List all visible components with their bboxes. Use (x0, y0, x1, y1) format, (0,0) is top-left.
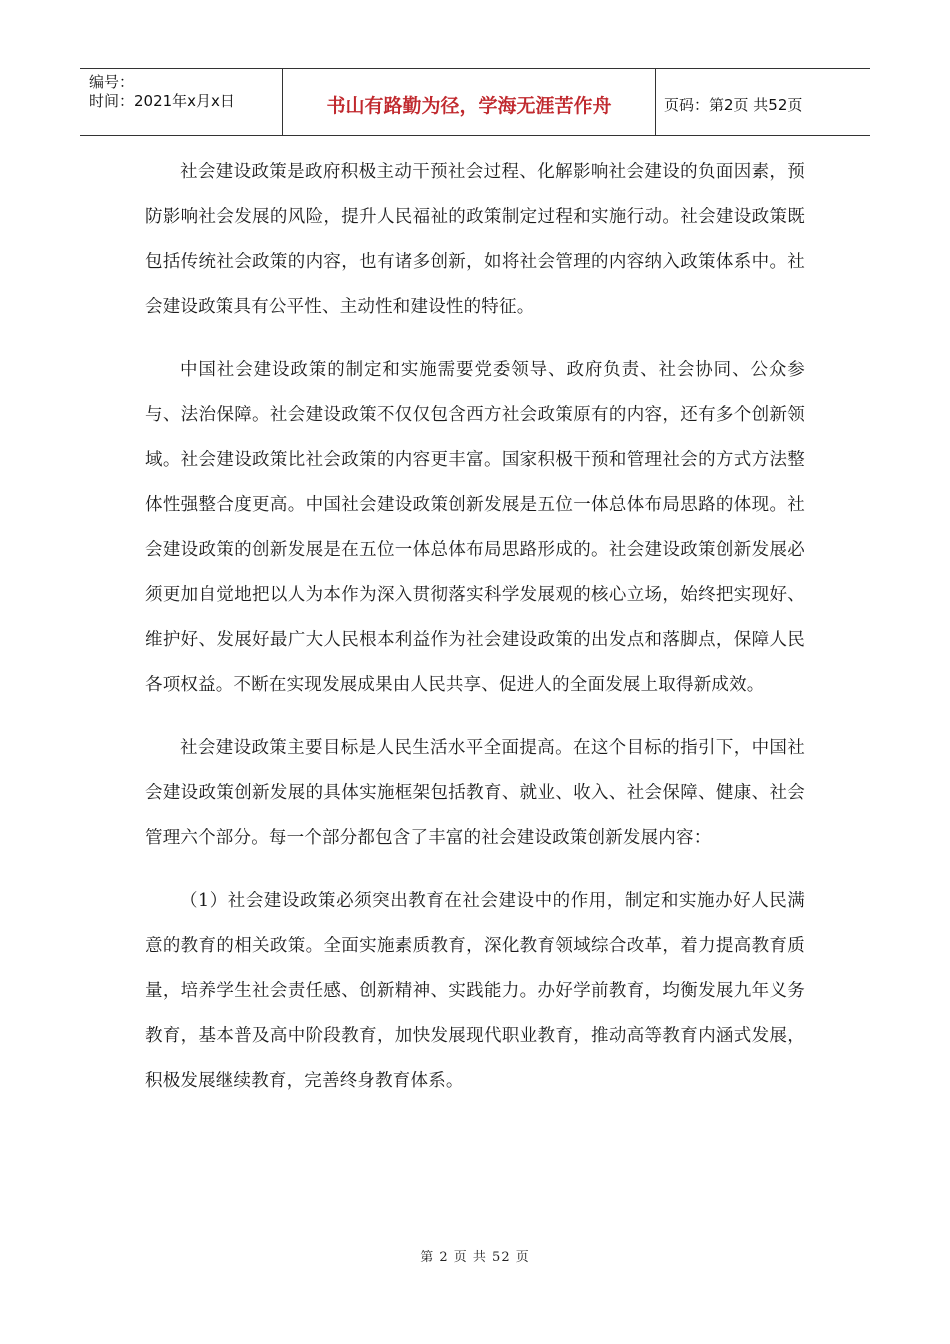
header-meta (80, 69, 282, 135)
paragraph: 社会建设政策主要目标是人民生活水平全面提高。在这个目标的指引下，中国社会建设政策创新发展的具体实施框架包括教育、就业、收入、社会保障、健康、社会管理六个部分。每一个部分都包含了丰富的社会建设政策创新发展内容： (145, 738, 805, 848)
document-date-label: 时间：2021年x月x日 (89, 92, 235, 110)
page-header (80, 68, 870, 136)
document-number-label: 编号： (89, 73, 135, 91)
paragraph: 中国社会建设政策的制定和实施需要党委领导、政府负责、社会协同、公众参与、法治保障。社会建设政策不仅仅包含西方社会政策原有的内容，还有多个创新领域。社会建设政策比社会政策的内容更丰富。国家积极干预和管理社会的方式方法整体性强整合度更高。中国社会建设政策创新发展是五位一体总体布局思路的体现。社会建设政策的创新发展是在五位一体总体布局思路形成的。社会建设政策创新发展必须更加自觉地把以人为本作为深入贯彻落实科学发展观的核心立场，始终把实现好、维护好、发展好最广大人民根本利益作为社会建设政策的出发点和落脚点，保障人民各项权益。不断在实现发展成果由人民共享、促进人的全面发展上取得新成效。 (145, 360, 805, 695)
header-page-info: 页码：第2页 共52页 (664, 95, 803, 114)
page-footer: 第 2 页 共 52 页 (420, 1250, 530, 1265)
header-motto: 书山有路勤为径，学海无涯苦作舟 (282, 69, 656, 135)
paragraph: （1）社会建设政策必须突出教育在社会建设中的作用，制定和实施办好人民满意的教育的相关政策。全面实施素质教育，深化教育领域综合改革，着力提高教育质量，培养学生社会责任感、创新精神、实践能力。办好学前教育，均衡发展九年义务教育，基本普及高中阶段教育，加快发展现代职业教育，推动高等教育内涵式发展，积极发展继续教育，完善终身教育体系。 (145, 891, 805, 1091)
document-body (145, 150, 805, 1122)
paragraph: 社会建设政策是政府积极主动干预社会过程、化解影响社会建设的负面因素，预防影响社会发展的风险，提升人民福祉的政策制定过程和实施行动。社会建设政策既包括传统社会政策的内容，也有诸多创新，如将社会管理的内容纳入政策体系中。社会建设政策具有公平性、主动性和建设性的特征。 (145, 162, 805, 317)
